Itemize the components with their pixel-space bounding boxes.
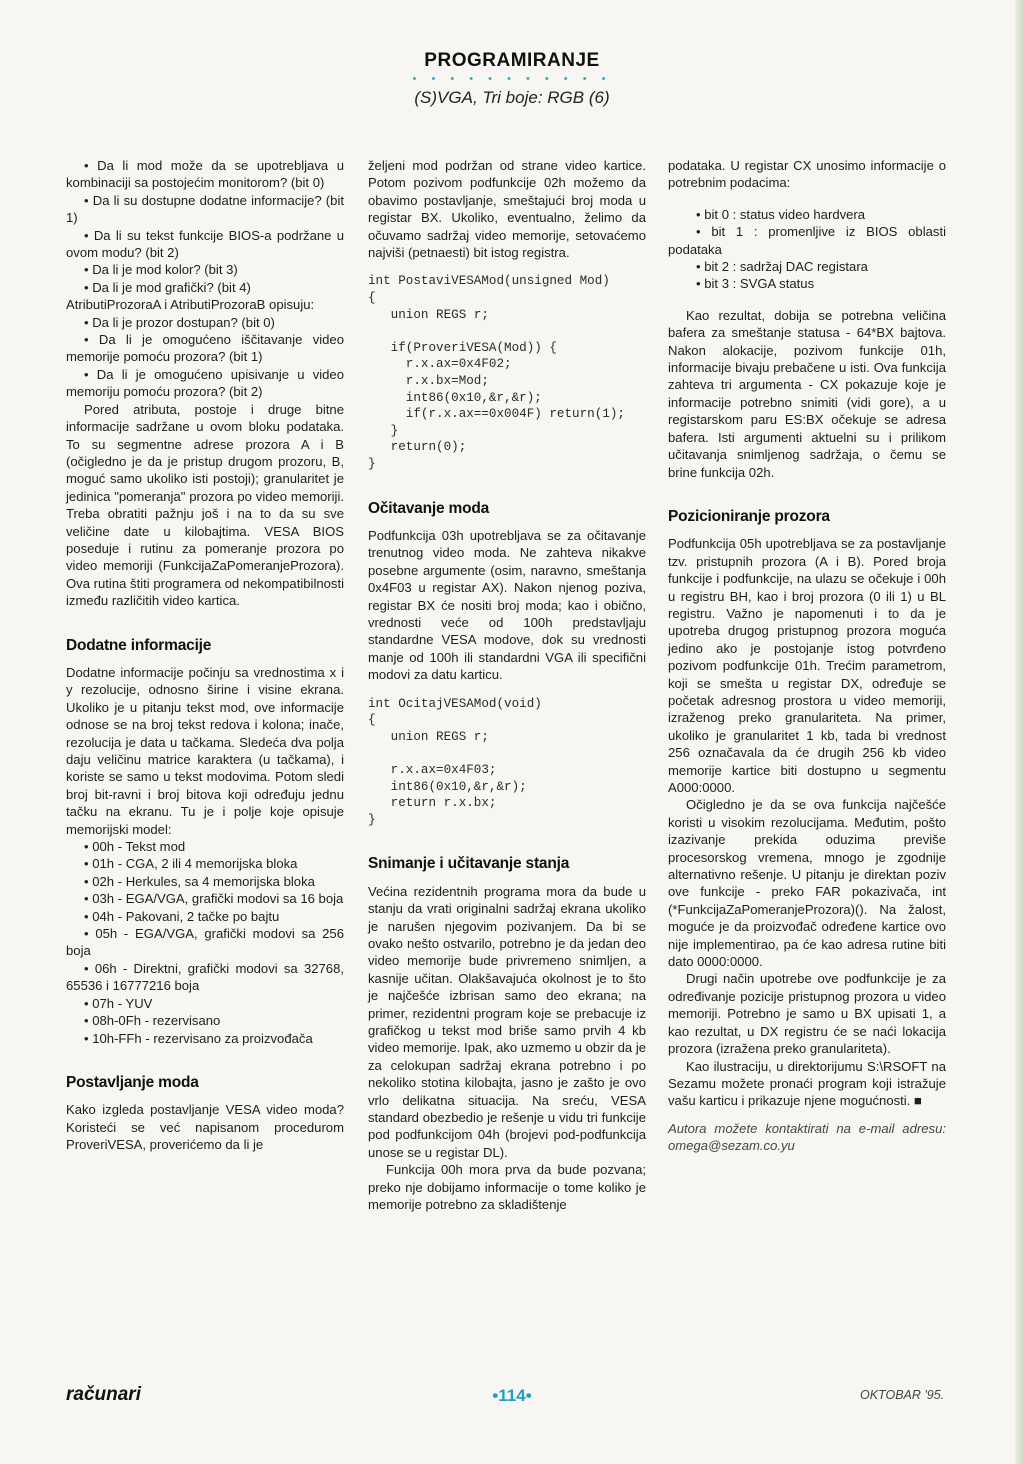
- list-item: • 04h - Pakovani, 2 tačke po bajtu: [84, 908, 280, 924]
- column-middle: [368, 157, 646, 1214]
- list-item: • Da li je omogućeno upisivanje u video memoriju pomoću prozora? (bit 2): [66, 366, 344, 400]
- list-item: • bit 2 : sadržaj DAC registara: [696, 259, 868, 275]
- article-subtitle: (S)VGA, Tri boje: RGB (6): [414, 88, 610, 107]
- list-item: • 00h - Tekst mod: [84, 839, 186, 855]
- section-heading: Očitavanje moda: [368, 499, 490, 517]
- magazine-logo: računari: [66, 1384, 141, 1405]
- paragraph: željeni mod podržan od strane video kartice. Potom pozivom podfunkcije 02h možemo da obavimo postavljanje, smeštajući broj moda u registar BX. Ukoliko, eventualno, želimo da očuvamo sadržaj video memorije, setovaćemo najviši (petnaesti) bit istog registra.: [368, 158, 646, 261]
- decorative-dots: • • • • • • • • • • •: [412, 73, 612, 85]
- column-right: [668, 157, 946, 1155]
- list-item: • Da li su dostupne dodatne informacije? (bit 1): [66, 192, 344, 226]
- page-number: •114•: [492, 1386, 532, 1405]
- list-item: • bit 1 : promenljive iz BIOS oblasti podataka: [668, 224, 946, 257]
- paragraph: Kao rezultat, dobija se potrebna veličina bafera za smeštanje statusa - 64*BX bajtova. Nakon alokacije, pozivom funkcije 01h, informacije bivaju prebačene u isti. Ova funkcija zahteva tri argumenta - CX pokazuje koje je informacije potrebno snimiti (vidi gore), a u registarskom paru ES:BX očekuje se adresa bafera. Isti argumenti aktuelni su i prilikom učitavanja snimljenog sadržaja, o čemu se brine funkcija 02h.: [668, 307, 946, 480]
- list-item: • 03h - EGA/VGA, grafički modovi sa 16 boja: [84, 891, 344, 907]
- section-title: PROGRAMIRANJE: [424, 50, 600, 71]
- paragraph: Kao ilustraciju, u direktorijumu S:\RSOFT na Sezamu možete pronaći program koji istražuje vašu karticu i prikazuje njene mogućnosti. ■: [668, 1058, 946, 1109]
- list-item: • 07h - YUV: [84, 995, 153, 1011]
- list-item: • Da li je mod kolor? (bit 3): [84, 262, 238, 278]
- list-item: • 10h-FFh - rezervisano za proizvođača: [84, 1030, 313, 1046]
- section-heading: Pozicioniranje prozora: [668, 507, 830, 525]
- list-item: • Da li je omogućeno iščitavanje video memorije pomoću prozora? (bit 1): [66, 332, 344, 365]
- section-heading: Snimanje i učitavanje stanja: [368, 855, 570, 873]
- list-item: • bit 0 : status video hardvera: [696, 206, 866, 222]
- paragraph: Dodatne informacije počinju sa vrednostima x i y rezolucije, odnosno širine i visine ekrana. Ukoliko je u pitanju tekst mod, ove informacije odnose se na broj tekst redova i kolona; inače, rezolucija je data u tačkama. Sledeća dva polja daju veličinu matrice karaktera (u tačkama), i koriste se samo u tekst modovima. Potom sledi broj bit-ravni i broj bitova koji određuju jednu tačku na ekranu. Tu je i polje koje opisuje memorijski model:: [66, 664, 344, 837]
- section-heading: Dodatne informacije: [66, 636, 212, 654]
- paragraph: Podfunkcija 05h upotrebljava se za postavljanje tzv. pristupnih prozora (A i B). Pored broja funkcije i podfunkcije, na ulazu se očekuje i 00h u registru BH, kao i broj prozora (0 ili 1) u BL registru. Važno je napomenuti i to da je upotreba drugog pristupnog prozora moguća jedino ako je postojanje istog potvrđeno pozivom podfunkcije 01h. Trećim parametrom, koji se smešta u registar DX, određuje se početak adresnog prostora u video memoriji, izraženog preko granulariteta. Na primer, ukoliko je granularitet 1 kb, tada bi vrednost 256 označavala da će drugih 256 kb video memorije kartice biti dostupno u segmentu A000:0000.: [668, 536, 946, 795]
- paragraph: Funkcija 00h mora prva da bude pozvana; preko nje dobijamo informacije o tome koliko je memorije potrebno za skladištenje: [368, 1162, 646, 1213]
- code-block: int OcitajVESAMod(void) { union REGS r; r.x.ax=0x4F03; int86(0x10,&r,&r); return r.x.bx; }: [368, 696, 542, 827]
- list-item: • 01h - CGA, 2 ili 4 memorijska bloka: [84, 856, 298, 872]
- list-item: • 02h - Herkules, sa 4 memorijska bloka: [84, 873, 315, 889]
- paragraph: Podfunkcija 03h upotrebljava se za očitavanje trenutnog video moda. Ne zahteva nikakve posebne argumente (osim, naravno, smeštanja 0x4F03 u registar AX). Nakon njenog poziva, registar BX će nositi broj moda; kao i obično, vrednosti veće od 100h predstavljaju standardne VESA modove, dok su vrednosti manje od 100h ili standardni VGA ili specifični modovi za datu karticu.: [368, 527, 646, 683]
- list-item: • 08h-0Fh - rezervisano: [84, 1013, 221, 1029]
- section-heading: Postavljanje moda: [66, 1073, 199, 1091]
- author-contact-note: Autora možete kontaktirati na e-mail adresu: omega@sezam.co.yu: [668, 1120, 946, 1154]
- list-item: • Da li je prozor dostupan? (bit 0): [84, 314, 275, 330]
- code-block: int PostaviVESAMod(unsigned Mod) { union REGS r; if(ProveriVESA(Mod)) { r.x.ax=0x4F02; r.x.bx=Mod; int86(0x10,&r,&r); if(r.x.ax==0x004F) return(1); } return(0); }: [368, 274, 625, 471]
- list-item: • 06h - Direktni, grafički modovi sa 32768, 65536 i 16777216 boja: [66, 960, 344, 994]
- paragraph: Drugi način upotrebe ove podfunkcije je za određivanje pozicije pristupnog prozora u video memoriji. Potrebno je samo u BX upisati 1, a kao rezultat, u DX registru će se naći lokacija prozora (izražena preko granulariteta).: [668, 971, 946, 1057]
- paragraph: podataka. U registar CX unosimo informacije o potrebnim podacima:: [668, 158, 946, 191]
- paragraph: Pored atributa, postoje i druge bitne informacije sadržane u ovom bloku podataka. To su segmentne adrese prozora A i B (očigledno je da je pristup drugom prozoru, B, moguć samo ukoliko isti postoji); granularitet je jedinica "pomeranja" prozora po video memoriji. Treba obratiti pažnju još i na to da su sve veličine date u kilobajtima. VESA BIOS poseduje i rutinu za pomeranje prozora po video memoriji (FunkcijaZaPomeranjeProzora). Ova rutina štiti programera od nekompatibilnosti između različitih video kartica.: [66, 401, 345, 609]
- paragraph: Većina rezidentnih programa mora da bude u stanju da vrati originalni sadržaj ekrana ukoliko je narušen njegovim pozivanjem. Da bi se ovako nešto ostvarilo, potrebno je da jedan deo video memorije bude privremeno snimljen, a kasnije učitan. Olakšavajuća okolnost je to što je najčešće izbrisan samo deo ekrana; na primer, rezidentni program koje se prebacuje iz grafičkog u tekst mod briše samo prvih 4 kb video memorije. Ipak, ako uzmemo u obzir da je za celokupan sadržaj ekrana potrebno i po nekoliko stotina kilobajta, jasno je zašto je ovo vrlo delikatna situacija. Na sreću, VESA standard obezbedio je rešenje u vidu tri funkcije pod podfunkcijom 04h (brojevi pod-podfunkcija unose se u registar DL).: [368, 883, 647, 1160]
- list-item: • 05h - EGA/VGA, grafički modovi sa 256 boja: [66, 926, 344, 959]
- page-header: [0, 50, 1024, 108]
- list-item: • Da li mod može da se upotrebljava u kombinaciji sa postojećim monitorom? (bit 0): [66, 158, 344, 191]
- issue-date: OKTOBAR '95.: [860, 1388, 945, 1402]
- list-item: • Da li su tekst funkcije BIOS-a podržane u ovom modu? (bit 2): [66, 227, 344, 261]
- column-left: [66, 157, 344, 1154]
- paragraph: Kako izgleda postavljanje VESA video moda? Koristeći se već napisanom procedurom ProveriVESA, proverićemo da li je: [66, 1102, 344, 1153]
- page-edge: [1015, 0, 1024, 1464]
- paragraph: AtributiProzoraA i AtributiProzoraB opisuju:: [66, 297, 315, 313]
- list-item: • bit 3 : SVGA status: [696, 276, 815, 292]
- paragraph: Očigledno je da se ova funkcija najčešće koristi u visokim rezolucijama. Međutim, pošto izazivanje prekida oduzima previše procesorskog vremena, mnogo je zgodnije alternativno rešenje. U pitanju je direktan poziv ove funkcije - preko FAR pokazivača, int (*FunkcijaZaPomeranjeProzora)(). Na žalost, moguće je da proizvođač određene kartice ovo nije implementirao, pa će kao adresa rutine biti dato 0000:0000.: [668, 797, 946, 970]
- list-item: • Da li je mod grafički? (bit 4): [84, 279, 251, 295]
